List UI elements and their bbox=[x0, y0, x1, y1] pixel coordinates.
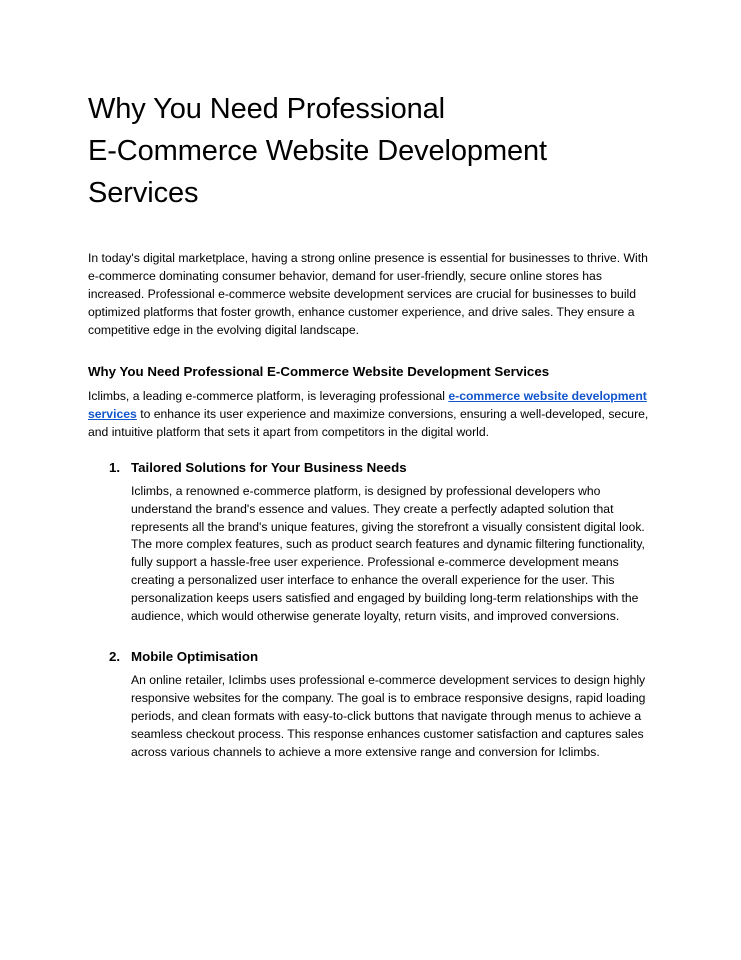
intro-paragraph: In today's digital marketplace, having a strong online presence is essential for businesses to thrive. With e-commerce dominating consumer behavior, demand for user-friendly, secure online stores has increased. Professional e-commerce website development services are crucial for businesses to build optimized platforms that foster growth, enhance customer experience, and drive sales. They ensure a competitive edge in the evolving digital landscape. bbox=[88, 251, 648, 337]
title-line-3: Services bbox=[88, 177, 199, 209]
list-item-body: Iclimbs, a renowned e-commerce platform, is designed by professional developers who understand the brand's essence and values. They create a perfectly adapted solution that represents all the brand's unique features, giving the storefront a visually consistent digital look. The more complex features, such as product search features and dynamic filtering functionality, fully support a hassle-free user experience. Professional e-commerce development means creating a personalized user interface to enhance the overall experience for the user. This personalization keeps users satisfied and engaged by building long-term relationships with the audience, which would otherwise generate loyalty, return visits, and improved conversions. bbox=[131, 484, 645, 623]
list-item-body: An online retailer, Iclimbs uses professional e-commerce development services to design highly responsive websites for the company. The goal is to embrace responsive designs, rapid loading periods, and clean formats with easy-to-click buttons that navigate through menus to achieve a seamless checkout process. This response enhances customer satisfaction and captures sales across various channels to achieve a more extensive range and conversion for Iclimbs. bbox=[131, 673, 646, 759]
ecommerce-services-link[interactable]: e-commerce website development services bbox=[88, 389, 647, 421]
document-page bbox=[88, 88, 658, 761]
title-line-2: E-Commerce Website Development bbox=[88, 135, 548, 167]
list-item-title: Tailored Solutions for Your Business Needs bbox=[131, 460, 407, 475]
list-item-number: 1. bbox=[109, 460, 121, 475]
list-item bbox=[88, 459, 658, 625]
section-heading: Why You Need Professional E-Commerce Website Development Services bbox=[88, 364, 550, 379]
list-item-title: Mobile Optimisation bbox=[131, 649, 259, 665]
list-item-number: 2. bbox=[109, 649, 121, 665]
section-paragraph-start: Iclimbs, a leading e-commerce platform, is leveraging professional bbox=[88, 389, 449, 403]
section-paragraph-end: to enhance its user experience and maximize conversions, ensuring a well-developed, secure, and intuitive platform that sets it apart from competitors in the digital world. bbox=[88, 407, 649, 439]
title-line-1: Why You Need Professional bbox=[88, 93, 445, 125]
section-paragraph bbox=[88, 387, 658, 441]
page-title bbox=[88, 88, 658, 214]
numbered-list bbox=[88, 459, 658, 761]
list-item bbox=[88, 648, 658, 761]
